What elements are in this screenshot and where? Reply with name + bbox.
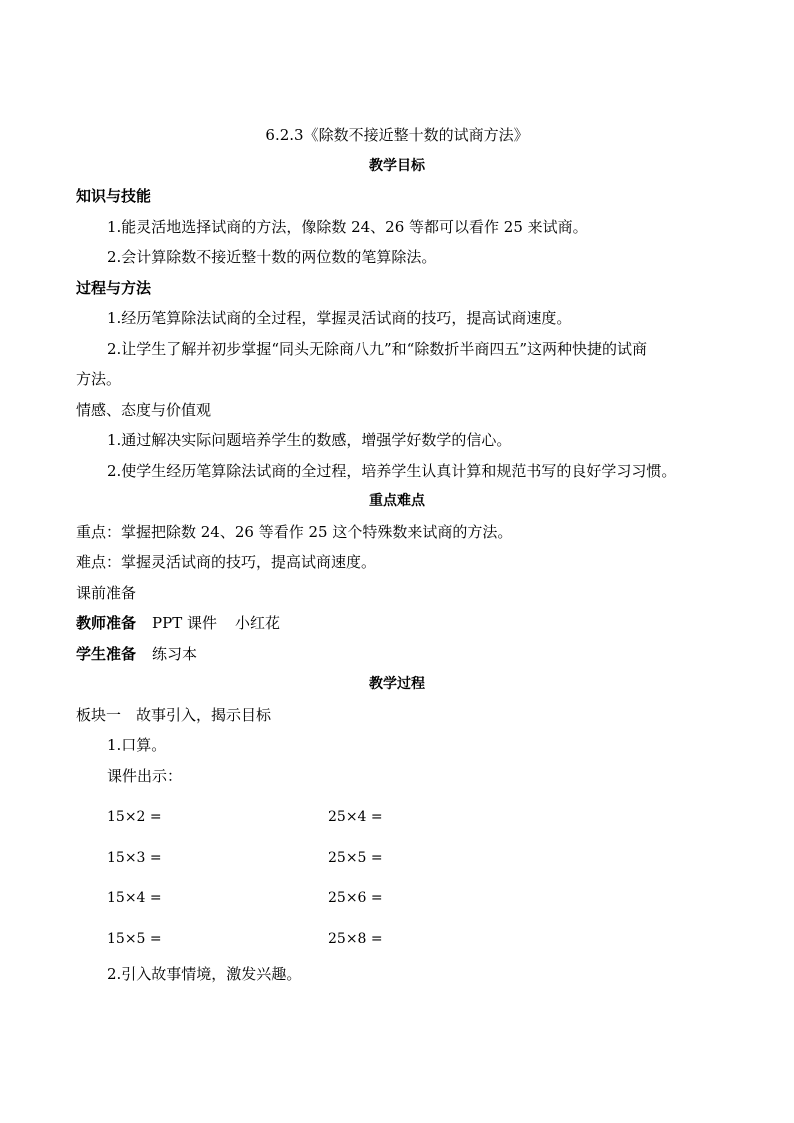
goals-heading: 教学目标 [369,157,425,174]
teacher-item-ppt: PPT 课件 [152,614,217,632]
calc-left-4: 15×5 = [107,930,162,947]
block-1-title: 板块一 故事引入，揭示目标 [76,705,272,724]
teaching-process-heading: 教学过程 [369,676,425,692]
courseware-label: 课件出示： [107,766,183,785]
step-2-story: 2.引入故事情境，激发兴趣。 [107,965,302,983]
calc-right-1: 25×4 = [328,809,383,825]
preparation-heading: 课前准备 [76,583,137,602]
calc-right-2: 25×5 = [328,849,383,866]
document-content [76,120,718,990]
calc-exercises [76,797,718,959]
calc-left-2: 15×3 = [107,849,162,866]
knowledge-item-2: 2.会计算除数不接近整十数的两位数的笔算除法。 [107,248,437,266]
calc-right-4: 25×8 = [328,930,383,947]
emotion-item-2: 2.使学生经历笔算除法试商的全过程，培养学生认真计算和规范书写的良好学习习惯。 [107,461,677,480]
key-points-heading: 重点难点 [369,493,425,509]
emotion-heading: 情感、态度与价值观 [76,400,212,419]
process-heading: 过程与方法 [76,278,152,297]
teacher-preparation-label: 教师准备 [76,614,137,632]
emotion-item-1: 1.通过解决实际问题培养学生的数感，增强学好数学的信心。 [107,431,512,449]
calc-left-3: 15×4 = [107,890,162,906]
teacher-item-flower: 小红花 [234,614,280,632]
step-1-oral-calc: 1.口算。 [107,736,167,754]
calc-left-1: 15×2 = [107,809,162,825]
key-point: 重点：掌握把除数 24、26 等看作 25 这个特殊数来试商的方法。 [76,522,513,541]
student-preparation-label: 学生准备 [76,644,137,663]
student-item-notebook: 练习本 [152,644,198,663]
process-item-1: 1.经历笔算除法试商的全过程，掌握灵活试商的技巧，提高试商速度。 [107,309,572,327]
knowledge-item-1: 1.能灵活地选择试商的方法，像除数 24、26 等都可以看作 25 来试商。 [107,217,588,236]
process-item-2-cont: 方法。 [76,370,122,388]
student-preparation [76,639,718,670]
process-item-2: 2.让学生了解并初步掌握“同头无除商八九”和“除数折半商四五”这两种快捷的试商 [107,339,647,358]
difficult-point: 难点：掌握灵活试商的技巧，提高试商速度。 [76,553,377,571]
document-title: 6.2.3《除数不接近整十数的试商方法》 [265,126,529,144]
calc-right-3: 25×6 = [328,890,383,906]
knowledge-heading: 知识与技能 [76,187,152,205]
teacher-preparation [76,608,718,639]
